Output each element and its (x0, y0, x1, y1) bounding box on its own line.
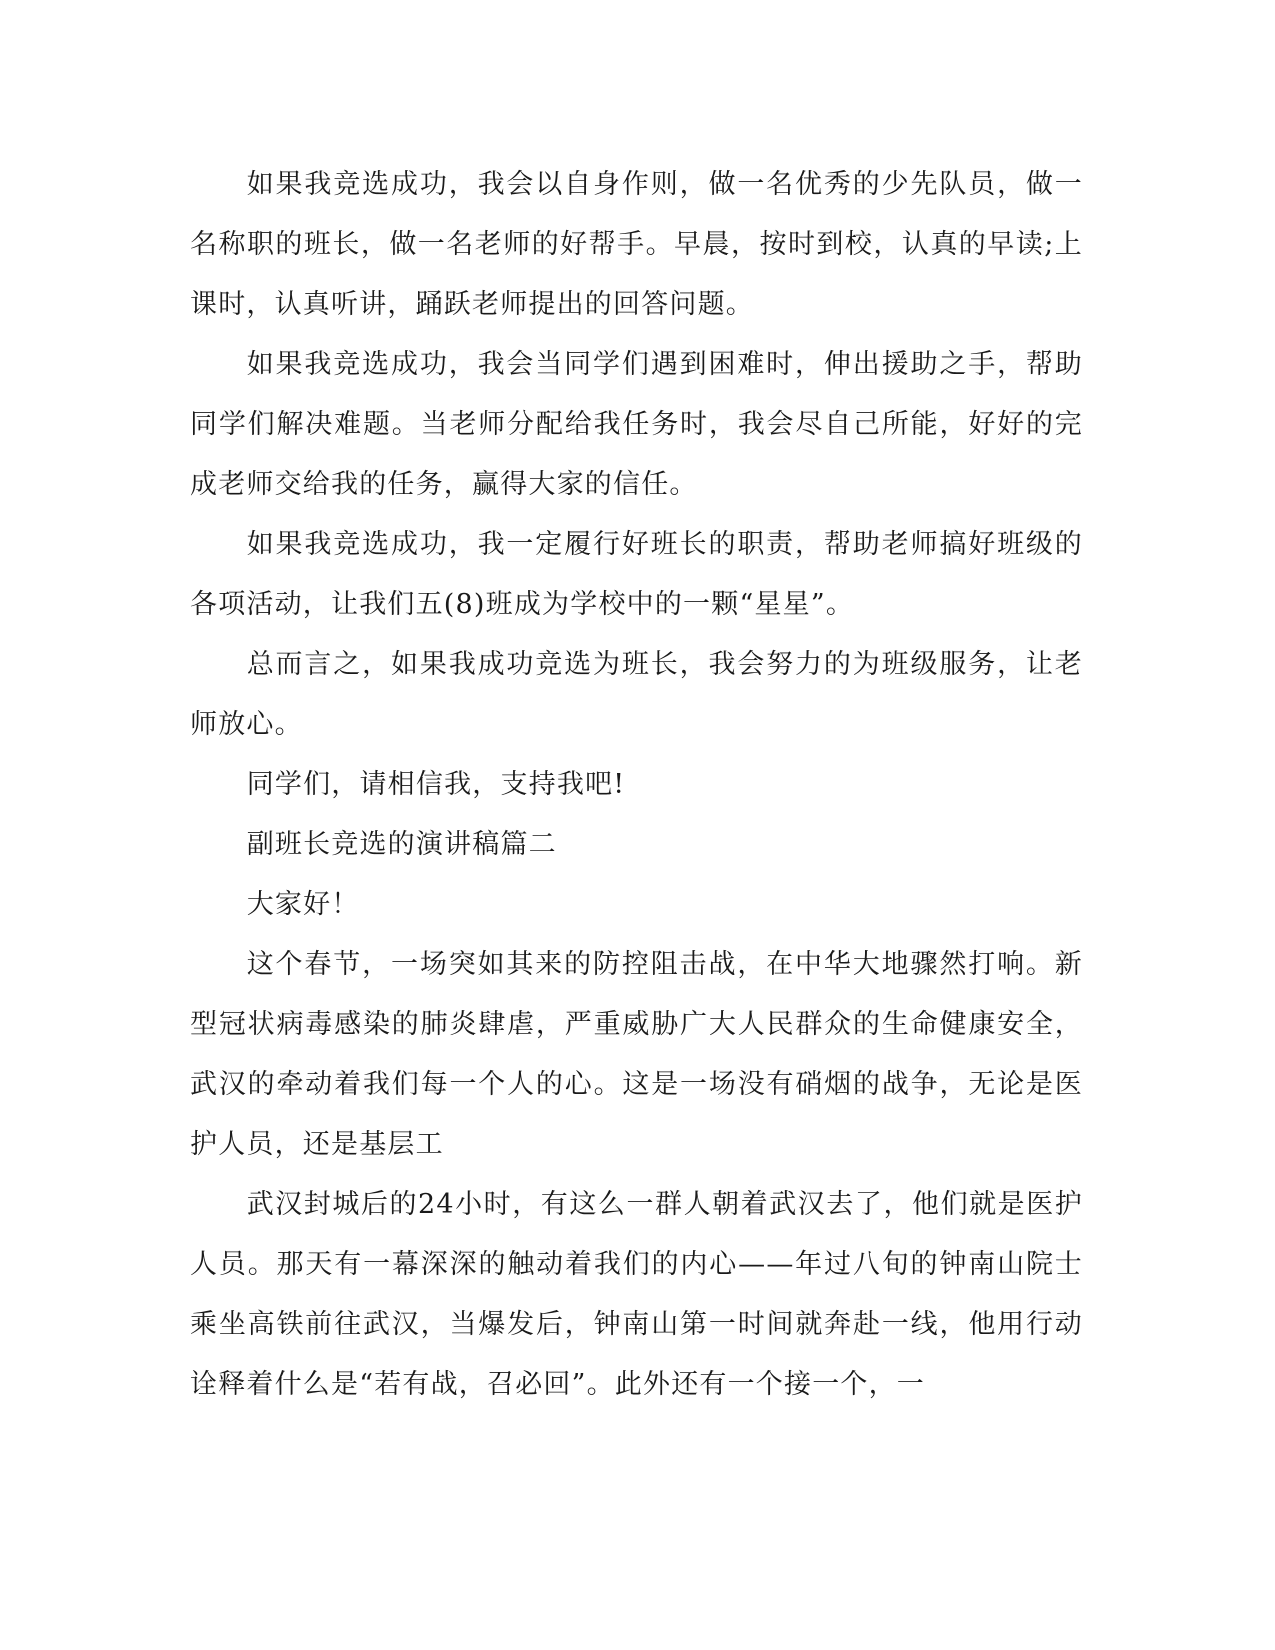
paragraph-medical-workers: 武汉封城后的24小时，有这么一群人朝着武汉去了，他们就是医护人员。那天有一幕深深的触动着我们的内心——年过八旬的钟南山院士乘坐高铁前往武汉，当爆发后，钟南山第一时间就奔赴一线，他用行动诠释着什么是“若有战，召必回”。此外还有一个接一个，一 (190, 1189, 1083, 1400)
section-heading-speech-two: 副班长竞选的演讲稿篇二 (246, 829, 557, 860)
paragraph-campaign-duties: 如果我竞选成功，我一定履行好班长的职责，帮助老师搞好班级的各项活动，让我们五(8)班成为学校中的一颗“星星”。 (190, 529, 1083, 620)
paragraph-campaign-role-model: 如果我竞选成功，我会以自身作则，做一名优秀的少先队员，做一名称职的班长，做一名老师的好帮手。早晨，按时到校，认真的早读;上课时，认真听讲，踊跃老师提出的回答问题。 (190, 169, 1083, 320)
document-body (190, 155, 1083, 1415)
paragraph-conclusion: 总而言之，如果我成功竞选为班长，我会努力的为班级服务，让老师放心。 (190, 649, 1083, 740)
paragraph-appeal: 同学们，请相信我，支持我吧! (246, 769, 626, 800)
paragraph-campaign-help-classmates: 如果我竞选成功，我会当同学们遇到困难时，伸出援助之手，帮助同学们解决难题。当老师分配给我任务时，我会尽自己所能，好好的完成老师交给我的任务，赢得大家的信任。 (190, 349, 1083, 500)
paragraph-epidemic-intro: 这个春节，一场突如其来的防控阻击战，在中华大地骤然打响。新型冠状病毒感染的肺炎肆虐，严重威胁广大人民群众的生命健康安全，武汉的牵动着我们每一个人的心。这是一场没有硝烟的战争，无论是医护人员，还是基层工 (190, 949, 1083, 1160)
paragraph-greeting: 大家好！ (246, 889, 360, 920)
